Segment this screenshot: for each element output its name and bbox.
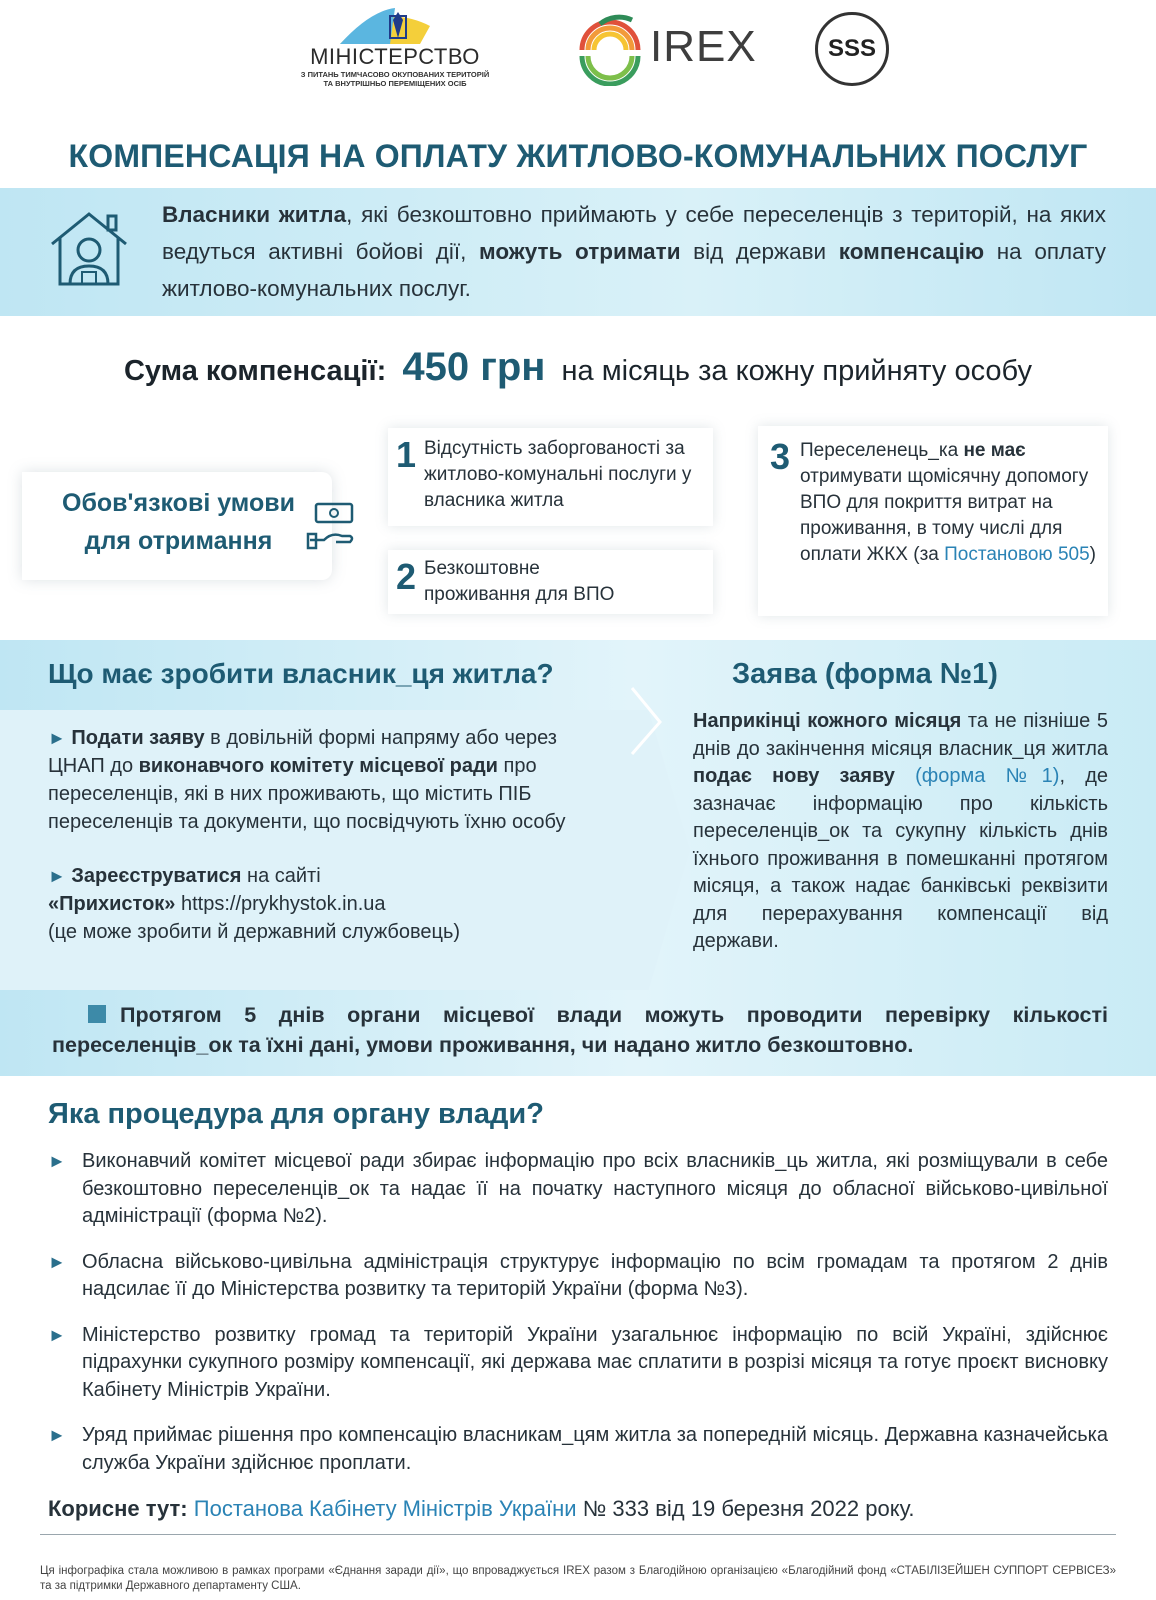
sum-amount: 450 грн — [402, 345, 546, 389]
irex-logo — [572, 8, 772, 88]
procedure-list — [48, 1148, 1108, 1495]
money-hand-icon — [306, 500, 360, 552]
zayava-bold: подає нову заяву — [693, 765, 895, 787]
chevron-right-icon — [626, 686, 666, 756]
procedure-heading: Яка процедура для органу влади? — [48, 1098, 544, 1130]
procedure-item — [48, 1422, 1108, 1477]
condition-text — [800, 438, 1100, 568]
zayava-description — [693, 708, 1108, 956]
owners-text: , які безкоштовно приймають у себе переселенців з територій, на яких ведуться активні бойові дії, — [162, 202, 1106, 264]
condition-card-3 — [758, 426, 1108, 616]
triangle-bullet-icon: ► — [48, 1251, 66, 1272]
zayava-text: , де зазначає інформацію про кількість переселенців_ок та сукупну кількість днів їхнього проживання в помешканні протягом місяця, а також надає банківські реквізити для перерахування компенсації від держави. — [693, 765, 1109, 952]
owner-step-1 — [48, 724, 608, 836]
procedure-item-text: Уряд приймає рішення про компенсацію власникам_цям житла за попередній місяць. Державна казначейська служба України здійснює проплати. — [82, 1424, 1108, 1474]
footer-divider — [40, 1534, 1116, 1535]
house-person-icon — [48, 208, 130, 290]
owner-section-heading: Що має зробити власник_ця житла? — [48, 658, 554, 689]
useful-rest: № 333 від 19 березня 2022 року. — [576, 1496, 915, 1521]
ministry-emblem-icon — [320, 6, 470, 46]
triangle-bullet-icon: ► — [48, 1425, 66, 1445]
owners-description — [162, 196, 1106, 307]
check-note-text: Протягом 5 днів органи місцевої влади можуть проводити перевірку кількості переселенців_ок та їхні дані, умови проживання, чи надано житло безкоштовно. — [52, 1003, 1108, 1057]
owners-text: на оплату житлово-комунальних послуг. — [162, 239, 1106, 301]
triangle-bullet-icon: ► — [48, 1324, 66, 1345]
condition-text-part: отримувати щомісячну допомогу ВПО для покриття витрат на проживання, в тому числі для оплати ЖКХ (за — [800, 466, 1089, 565]
owner-steps — [48, 724, 608, 972]
ministry-subtitle: З ПИТАНЬ ТИМЧАСОВО ОКУПОВАНИХ ТЕРИТОРІЙ — [300, 70, 490, 79]
ministry-subtitle: ТА ВНУТРІШНЬО ПЕРЕМІЩЕНИХ ОСІБ — [323, 79, 467, 88]
triangle-bullet-icon: ► — [48, 866, 66, 886]
condition-card-1 — [388, 428, 713, 526]
condition-card-2 — [388, 550, 713, 614]
resolution-333-link[interactable]: Постанова Кабінету Міністрів України — [193, 1496, 577, 1521]
owners-text-bold: можуть отримати — [479, 239, 681, 264]
footer-text: Ця інфографіка стала можливою в рамках програми «Єднання заради дії», що впроваджується IREX разом з Благодійною організацією «Благодійний фонд «СТАБІЛІЗЕЙШЕН СУППОРТ СЕРВІСЕЗ» та за підтримки Державного департаменту США. — [40, 1565, 1116, 1592]
useful-label: Корисне тут: — [48, 1496, 188, 1521]
conditions-label: Обов'язкові умови для отримання — [62, 489, 295, 555]
page-title: КОМПЕНСАЦІЯ НА ОПЛАТУ ЖИТЛОВО-КОМУНАЛЬНИХ ПОСЛУГ — [68, 138, 1088, 174]
procedure-item-text: Виконавчий комітет місцевої ради збирає інформацію про всіх власників_ць житла, які розміщували в себе безкоштовно переселенців_ок та надає її на початку наступного місяця до обласної військово-цивільної адміністрації (форма №2). — [82, 1150, 1108, 1227]
irex-wordmark: IREX — [650, 22, 757, 71]
compensation-sum — [0, 345, 1156, 390]
sum-label: Сума компенсації: — [123, 355, 387, 387]
check-note — [52, 1000, 1108, 1060]
condition-number: 3 — [770, 436, 791, 477]
zayava-text: та не пізніше 5 днів до закінчення місяця власник_ця житла — [693, 710, 1108, 760]
owners-text-bold: Власники житла — [162, 202, 347, 227]
triangle-bullet-icon: ► — [48, 1151, 66, 1171]
useful-line — [48, 1496, 1108, 1522]
condition-number: 2 — [396, 556, 417, 597]
condition-text-part: Переселенець_ка — [800, 440, 964, 461]
condition-text: Безкоштовне проживання для ВПО — [424, 558, 615, 605]
ministry-logo — [280, 6, 510, 102]
triangle-bullet-icon: ► — [48, 728, 66, 748]
sss-logo: SSS — [815, 12, 889, 86]
owner-step-2 — [48, 862, 608, 946]
zayava-bold: Наприкінці кожного місяця — [693, 710, 962, 732]
conditions-label-card — [22, 472, 332, 580]
owner-step-bold: Подати заяву — [71, 727, 205, 749]
owner-step-bold: Зареєструватися — [71, 865, 242, 887]
condition-text: Відсутність заборгованості за житлово-комунальні послуги у власника житла — [424, 438, 692, 511]
prykhystok-link[interactable]: https://prykhystok.in.ua — [175, 893, 386, 915]
owner-step-text: в довільній формі напряму або через ЦНАП до — [48, 727, 557, 777]
procedure-item — [48, 1148, 1108, 1231]
prykhystok-name: «Прихисток» — [48, 893, 176, 915]
procedure-item — [48, 1249, 1108, 1304]
procedure-item — [48, 1322, 1108, 1405]
owner-step-note: (це може зробити й державний службовець) — [48, 921, 461, 943]
owners-text: від держави — [680, 239, 839, 264]
irex-logo-icon — [572, 10, 648, 86]
form-1-link[interactable]: (форма №1) — [894, 765, 1060, 787]
procedure-item-text: Міністерство розвитку громад та територій України узагальнює інформацію по всій Україні, здійснює підрахунки сукупного розміру компенсації, які держава має сплатити в розрізі місяця та готує проєкт висновку Кабінету Міністрів України. — [82, 1323, 1108, 1401]
owner-step-text: про переселенців, які в них проживають, що містить ПІБ переселенців та документи, що посвідчують їхню особу — [48, 755, 566, 833]
ministry-title: МІНІСТЕРСТВО — [310, 44, 480, 69]
owner-step-bold: виконавчого комітету місцевої ради — [138, 755, 498, 777]
owner-step-text: на сайті — [241, 865, 321, 887]
zayava-heading: Заява (форма №1) — [732, 658, 998, 690]
condition-text-bold: не має — [963, 440, 1026, 461]
resolution-505-link[interactable]: Постановою 505 — [944, 544, 1090, 565]
condition-text-part: ) — [1089, 544, 1096, 565]
condition-number: 1 — [396, 434, 417, 475]
square-bullet-icon — [88, 1005, 106, 1023]
owners-text-bold: компенсацію — [838, 239, 985, 264]
procedure-item-text: Обласна військово-цивільна адміністрація структурує інформацію по всім громадам та протягом 2 днів надсилає її до Міністерства розвитку та територій України (форма №3). — [82, 1250, 1108, 1300]
sum-suffix: на місяць за кожну прийняту особу — [561, 355, 1033, 387]
